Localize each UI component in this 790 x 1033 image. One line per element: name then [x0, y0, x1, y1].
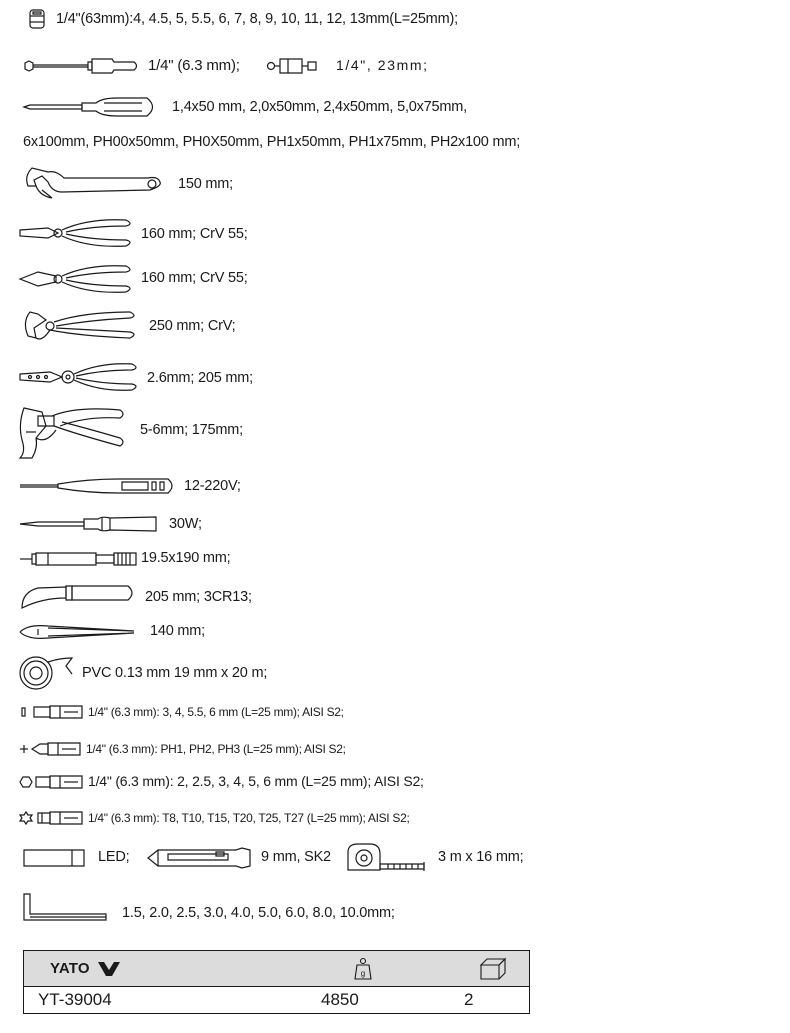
utility-knife-icon	[146, 844, 254, 872]
box-icon	[479, 957, 507, 981]
item-row-bit-handle	[0, 54, 560, 78]
item-row-water-pump-pliers	[0, 306, 560, 346]
combination-pliers-icon	[18, 216, 134, 250]
item-row-insulating-tape	[0, 654, 560, 692]
item-row-stripping-pliers	[0, 360, 560, 396]
cable-knife-icon	[18, 584, 136, 610]
item-text: 6x100mm, PH00x50mm, PH0X50mm, PH1x50mm, PH1x75mm, PH2x100 mm;	[23, 134, 521, 150]
item-row-adjustable-wrench	[0, 166, 560, 202]
stripping-pliers-icon	[18, 360, 140, 394]
item-row-voltage-tester	[0, 474, 560, 498]
voltage-tester-icon	[18, 476, 178, 496]
soldering-iron-icon	[18, 514, 158, 534]
automatic-stripper-icon	[16, 404, 128, 460]
adapter-icon	[266, 58, 330, 74]
item-text: 1,4x50 mm, 2,0x50mm, 2,4x50mm, 5,0x75mm,	[172, 99, 467, 115]
diagonal-pliers-icon	[18, 262, 134, 296]
item-text: LED;	[98, 849, 130, 865]
item-text: 205 mm; 3CR13;	[145, 589, 252, 605]
weight-icon	[353, 957, 373, 981]
item-text: 3 m x 16 mm;	[438, 849, 524, 865]
item-text: 1/4" (6.3 mm): 2, 2.5, 3, 4, 5, 6 mm (L=25 mm); AISI S2;	[88, 773, 424, 789]
product-code: YT-39004	[38, 990, 112, 1009]
tape-measure-icon	[344, 840, 430, 876]
item-row-automatic-stripper	[0, 404, 560, 460]
item-row-hex-bits	[0, 771, 560, 793]
item-text: 9 mm, SK2	[261, 849, 331, 865]
item-row-combination-pliers	[0, 216, 560, 252]
item-row-diagonal-pliers	[0, 262, 560, 298]
torx-bit-icon	[18, 810, 86, 826]
item-text: 2.6mm; 205 mm;	[147, 370, 253, 386]
brand-logo-mark	[98, 962, 120, 976]
screwdriver-icon	[22, 95, 158, 119]
brand-logo-text: YATO	[50, 960, 90, 977]
hex-key-icon	[22, 892, 110, 922]
item-text: PVC 0.13 mm 19 mm x 20 m;	[82, 665, 268, 681]
item-text: 1/4"(63mm):4, 4.5, 5, 5.5, 6, 7, 8, 9, 10, 11, 12, 13mm(L=25mm);	[56, 11, 458, 27]
slotted-bit-icon	[20, 704, 86, 720]
spec-table-header	[24, 951, 529, 987]
item-text: 250 mm; CrV;	[149, 318, 236, 334]
item-row-torx-bits	[0, 808, 560, 828]
item-text: 150 mm;	[178, 176, 234, 192]
spec-table	[23, 950, 530, 1014]
item-row-desoldering-pump	[0, 548, 560, 570]
item-row-hex-keys	[0, 890, 560, 924]
desoldering-pump-icon	[18, 550, 140, 568]
tape-roll-icon	[18, 654, 74, 692]
item-text: 1/4" (6.3 mm): 3, 4, 5.5, 6 mm (L=25 mm); AISI S2;	[88, 705, 344, 719]
item-text: 160 mm; CrV 55;	[141, 270, 248, 286]
item-row-cable-knife	[0, 584, 560, 612]
product-quantity: 2	[464, 990, 474, 1009]
product-weight: 4850	[321, 990, 359, 1009]
item-text: 12-220V;	[184, 478, 241, 494]
item-text: 1.5, 2.0, 2.5, 3.0, 4.0, 5.0, 6.0, 8.0, 10.0mm;	[122, 905, 395, 921]
phillips-bit-icon	[18, 741, 84, 757]
tweezers-icon	[18, 622, 138, 642]
bit-handle-icon	[22, 56, 140, 76]
item-text: 19.5x190 mm;	[141, 550, 231, 566]
spec-table-row	[24, 987, 529, 1013]
item-row-sockets	[0, 8, 560, 32]
item-text: 140 mm;	[150, 623, 206, 639]
item-row-tweezers	[0, 620, 560, 644]
item-text: 160 mm; CrV 55;	[141, 226, 248, 242]
weight-icon-label: g	[360, 969, 366, 978]
item-row-soldering-iron	[0, 512, 560, 536]
socket-icon	[24, 8, 50, 30]
item-row-slotted-bits	[0, 702, 560, 722]
led-flashlight-icon	[22, 846, 86, 870]
item-text: 1/4" (6.3 mm): T8, T10, T15, T20, T25, T27 (L=25 mm); AISI S2;	[88, 811, 410, 825]
item-text: 1/4" (6.3 mm): PH1, PH2, PH3 (L=25 mm); AISI S2;	[86, 742, 346, 756]
item-text: 1/4", 23mm;	[336, 57, 429, 73]
item-text: 1/4" (6.3 mm);	[148, 57, 240, 74]
item-row-screwdrivers	[0, 95, 560, 155]
item-row-misc-tools	[0, 840, 560, 876]
item-text: 30W;	[169, 516, 202, 532]
adjustable-wrench-icon	[22, 166, 166, 202]
hex-bit-icon	[18, 774, 86, 790]
water-pump-pliers-icon	[20, 306, 138, 344]
item-row-phillips-bits	[0, 739, 560, 759]
item-text: 5-6mm; 175mm;	[140, 422, 243, 438]
